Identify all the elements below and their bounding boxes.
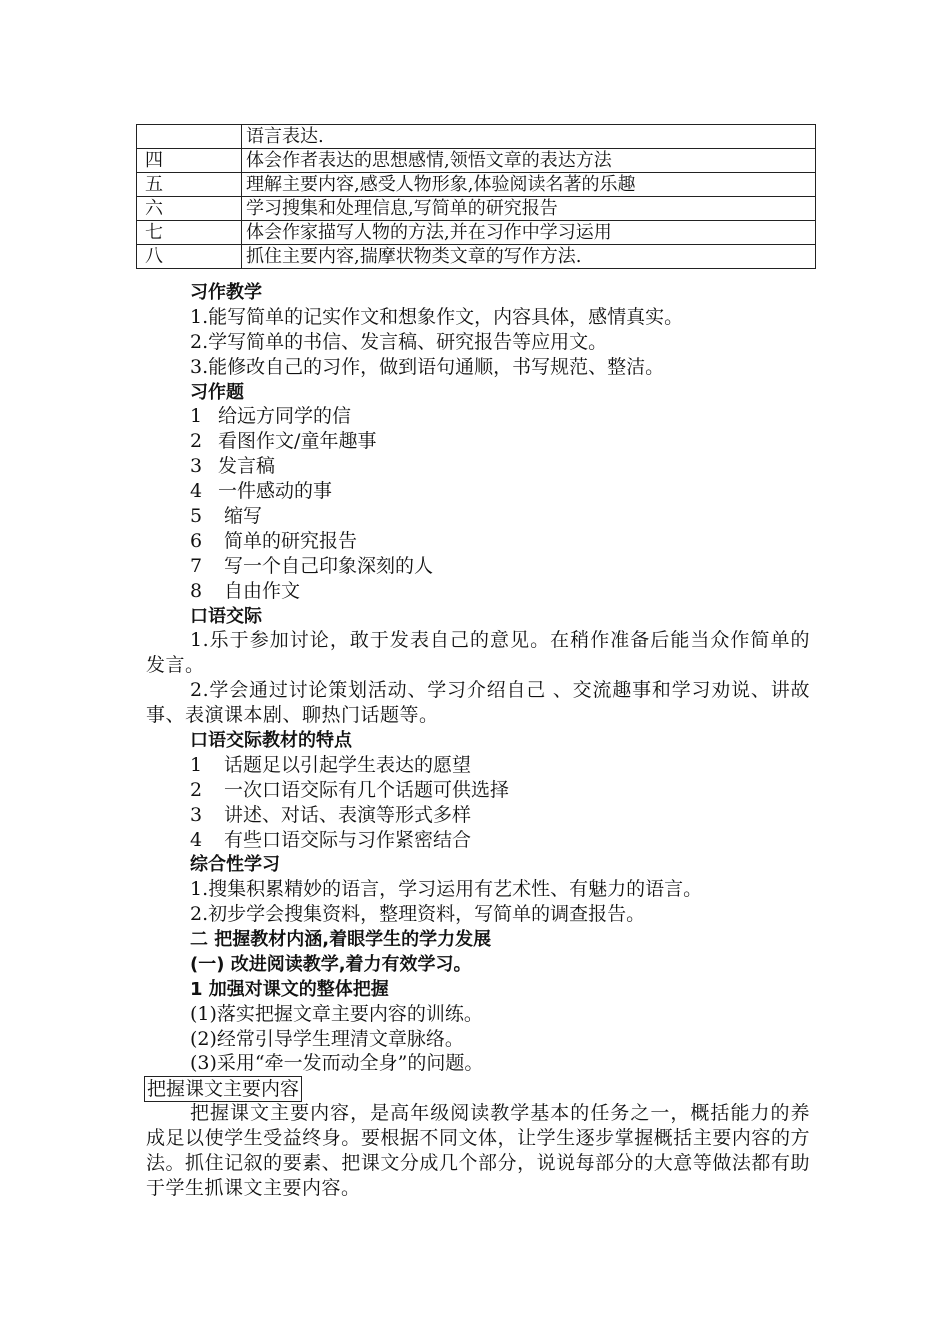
topic-number: 3 xyxy=(190,455,203,477)
feature-number: 2 xyxy=(190,779,203,801)
topic-text: 缩写 xyxy=(224,505,263,527)
method-point: (1)落实把握文章主要内容的训练。 xyxy=(190,1003,483,1025)
topic-number: 2 xyxy=(190,430,203,452)
feature-item xyxy=(190,778,509,803)
main-content-paragraph: 把握课文主要内容，是高年级阅读教学基本的任务之一，概括能力的养成足以使学生受益终身。要根据不同文体，让学生逐步掌握概括主要内容的方法。抓住记叙的要素、把课文分成几个部分，说说每部分的大意等做法都有助于学生抓课文主要内容。 xyxy=(146,1102,810,1199)
topic-item xyxy=(190,529,357,554)
topic-number: 1 xyxy=(190,405,203,427)
oral-features-heading: 口语交际教材的特点 xyxy=(190,730,352,751)
unit-number-cell: 七 xyxy=(137,221,242,245)
topic-text: 发言稿 xyxy=(218,455,276,477)
writing-heading: 习作教学 xyxy=(190,282,262,303)
topic-item xyxy=(190,404,351,429)
feature-number: 4 xyxy=(190,829,203,851)
oral-paragraph: 2.学会通过讨论策划活动、学习介绍自己 、交流趣事和学习劝说、讲故事、表演课本剧、聊热门话题等。 xyxy=(146,679,810,726)
feature-number: 3 xyxy=(190,804,203,826)
topic-text: 写一个自己印象深刻的人 xyxy=(224,555,434,577)
topic-item xyxy=(190,429,376,454)
table-row xyxy=(137,173,816,197)
oral-heading: 口语交际 xyxy=(190,606,262,627)
feature-text: 讲述、对话、表演等形式多样 xyxy=(224,804,472,826)
topic-number: 8 xyxy=(190,580,203,602)
topic-text: 给远方同学的信 xyxy=(218,405,352,427)
unit-number-cell: 四 xyxy=(137,149,242,173)
topic-number: 6 xyxy=(190,530,203,552)
feature-text: 话题足以引起学生表达的愿望 xyxy=(224,754,472,776)
comprehensive-item: 1.搜集积累精妙的语言，学习运用有艺术性、有魅力的语言。 xyxy=(190,878,703,900)
topics-heading: 习作题 xyxy=(190,382,244,403)
topic-item xyxy=(190,554,433,579)
method-point: (3)采用“牵一发而动全身”的问题。 xyxy=(190,1052,484,1074)
unit-number-cell xyxy=(137,125,242,149)
subsection-heading: (一) 改进阅读教学,着力有效学习。 xyxy=(190,954,472,975)
feature-item xyxy=(190,803,471,828)
feature-item xyxy=(190,753,471,778)
unit-goal-cell: 语言表达. xyxy=(242,125,816,149)
topic-item xyxy=(190,479,332,504)
topic-number: 4 xyxy=(190,480,203,502)
comprehensive-item: 2.初步学会搜集资料，整理资料，写简单的调查报告。 xyxy=(190,903,646,925)
topic-text: 简单的研究报告 xyxy=(224,530,358,552)
unit-goals-table xyxy=(136,124,816,269)
topic-item xyxy=(190,504,262,529)
topic-item xyxy=(190,454,275,479)
table-row xyxy=(137,125,816,149)
table-row xyxy=(137,221,816,245)
topic-text: 看图作文/童年趣事 xyxy=(218,430,377,452)
subsection-heading: 1 加强对课文的整体把握 xyxy=(190,979,389,1000)
writing-item: 2.学写简单的书信、发言稿、研究报告等应用文。 xyxy=(190,331,608,353)
unit-goal-cell: 体会作家描写人物的方法,并在习作中学习运用 xyxy=(242,221,816,245)
unit-number-cell: 六 xyxy=(137,197,242,221)
unit-goal-cell: 体会作者表达的思想感情,领悟文章的表达方法 xyxy=(242,149,816,173)
topic-text: 一件感动的事 xyxy=(218,480,333,502)
section-heading: 二 把握教材内涵,着眼学生的学力发展 xyxy=(190,929,492,950)
writing-item: 1.能写简单的记实作文和想象作文，内容具体，感情真实。 xyxy=(190,306,684,328)
comprehensive-heading: 综合性学习 xyxy=(190,854,280,875)
oral-paragraph: 1.乐于参加讨论，敢于发表自己的意见。在稍作准备后能当众作简单的发言。 xyxy=(146,629,810,676)
topic-number: 5 xyxy=(190,505,203,527)
unit-number-cell: 五 xyxy=(137,173,242,197)
topic-item xyxy=(190,579,300,604)
table-row xyxy=(137,149,816,173)
method-point: (2)经常引导学生理清文章脉络。 xyxy=(190,1028,464,1050)
topic-text: 自由作文 xyxy=(224,580,301,602)
unit-goal-cell: 抓住主要内容,揣摩状物类文章的写作方法. xyxy=(242,245,816,269)
feature-number: 1 xyxy=(190,754,203,776)
feature-item xyxy=(190,828,471,853)
writing-item: 3.能修改自己的习作，做到语句通顺，书写规范、整洁。 xyxy=(190,356,665,378)
table-row xyxy=(137,245,816,269)
feature-text: 有些口语交际与习作紧密结合 xyxy=(224,829,472,851)
unit-number-cell: 八 xyxy=(137,245,242,269)
unit-goal-cell: 学习搜集和处理信息,写简单的研究报告 xyxy=(242,197,816,221)
boxed-label: 把握课文主要内容 xyxy=(144,1076,302,1102)
topic-number: 7 xyxy=(190,555,203,577)
table-row xyxy=(137,197,816,221)
unit-goal-cell: 理解主要内容,感受人物形象,体验阅读名著的乐趣 xyxy=(242,173,816,197)
feature-text: 一次口语交际有几个话题可供选择 xyxy=(224,779,510,801)
